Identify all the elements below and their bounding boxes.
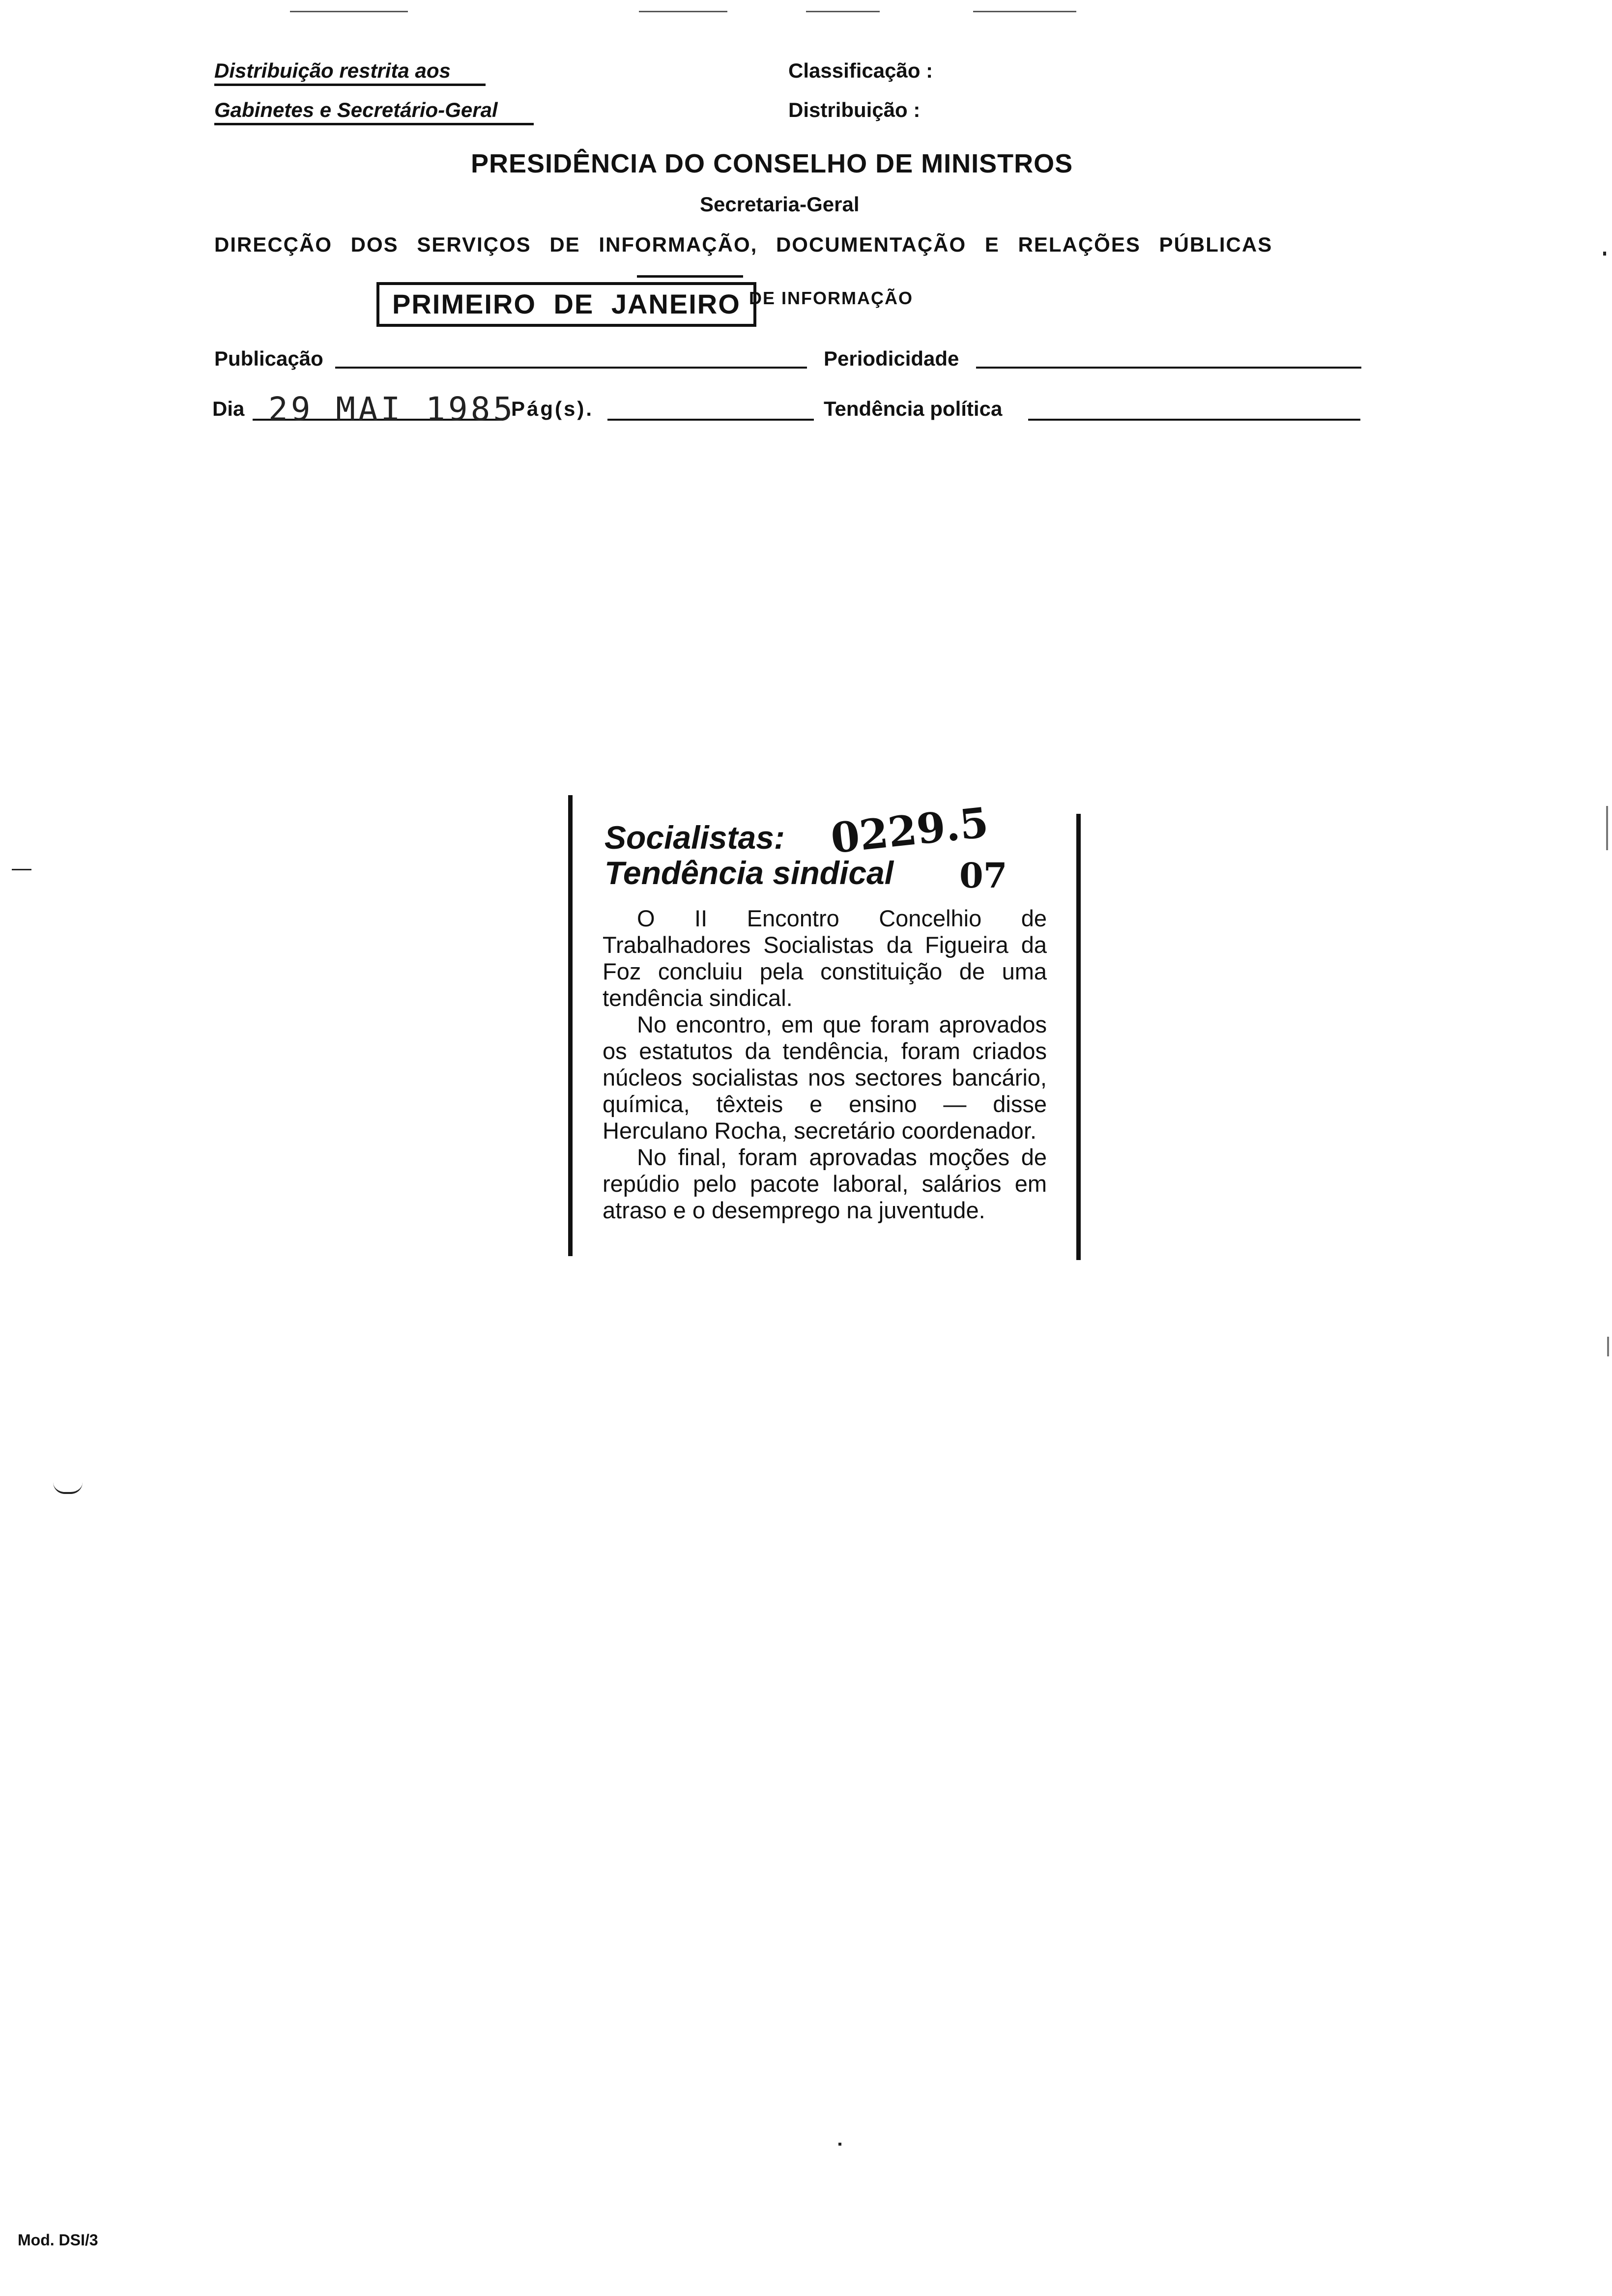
scan-mark: [1607, 1337, 1609, 1356]
clipping-paragraph: No encontro, em que foram aprovados os estatutos da tendência, foram criados núcleos socialistas nos sectores bancário, química, têxteis e ensino — disse Herculano Rocha, secretário coordenador.: [603, 1011, 1047, 1144]
clipping-paragraph: No final, foram aprovadas moções de repúdio pelo pacote laboral, salários em atraso e o desemprego na juventude.: [603, 1144, 1047, 1223]
scan-mark: [838, 2143, 841, 2146]
scan-rule: [290, 11, 408, 12]
periodicity-label: Periodicidade: [824, 347, 959, 370]
political-tendency-label: Tendência política: [824, 397, 1003, 420]
distribution-restricted-line1: Distribuição restrita aos: [214, 59, 486, 86]
day-label: Dia: [212, 397, 245, 420]
periodicity-field-line: [976, 367, 1361, 369]
publication-stamp: [376, 282, 756, 327]
publication-label: Publicação: [214, 347, 323, 370]
directorate-heading: DIRECÇÃO DOS SERVIÇOS DE INFORMAÇÃO, DOCUMENTAÇÃO E RELAÇÕES PÚBLICAS: [214, 233, 1273, 256]
institution-subtitle: Secretaria-Geral: [700, 193, 860, 216]
clipping-headline-line2: Tendência sindical: [604, 855, 894, 891]
scan-mark: [53, 1482, 83, 1494]
section-suffix: DE INFORMAÇÃO: [749, 288, 913, 308]
institution-title: PRESIDÊNCIA DO CONSELHO DE MINISTROS: [471, 149, 1073, 178]
classification-label: Classificação :: [788, 59, 933, 82]
form-code: Mod. DSI/3: [18, 2231, 98, 2249]
clipping-body: [603, 905, 1047, 1224]
political-tendency-field-line: [1028, 419, 1360, 421]
publication-field-line: [335, 367, 807, 369]
date-stamp-value: 29 MAI 1985: [268, 390, 516, 428]
pages-field-line: [607, 419, 814, 421]
stamp-publication-name: PRIMEIRO DE JANEIRO: [392, 288, 741, 319]
stamp-rule: [637, 275, 743, 278]
scan-rule: [639, 11, 727, 12]
scan-mark: [1603, 252, 1606, 256]
clipping-headline-line1: Socialistas:: [604, 819, 785, 856]
scan-rule: [806, 11, 880, 12]
clipping-paragraph: O II Encontro Concelhio de Trabalhadores Socialistas da Figueira da Foz concluiu pela constituição de uma tendência sindical.: [603, 905, 1047, 1011]
distribution-label: Distribuição :: [788, 98, 921, 121]
pages-label: Pág(s).: [511, 397, 594, 420]
clipping-left-border: [568, 795, 573, 1256]
distribution-restricted-line2: Gabinetes e Secretário-Geral: [214, 98, 534, 125]
scan-mark: [1606, 806, 1608, 850]
clipping-right-border: [1076, 814, 1081, 1260]
handwritten-side-annotation: 07: [959, 855, 1008, 896]
scan-rule: [973, 11, 1076, 12]
handwritten-reference-number: 0229.5: [828, 798, 991, 863]
scan-mark: [12, 869, 31, 870]
